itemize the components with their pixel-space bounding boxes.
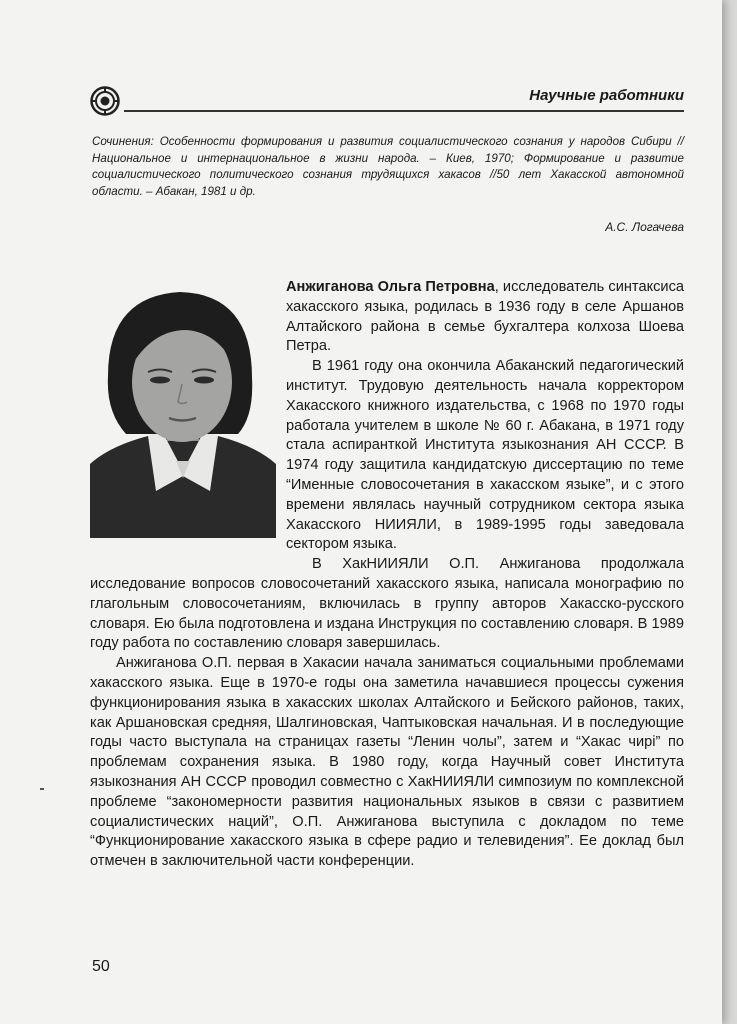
- photo-spacer: [90, 278, 286, 561]
- circular-emblem-icon: [90, 86, 120, 116]
- biography-paragraph-4: Анжиганова О.П. первая в Хакасии начала заниматься социальными проблемами хакасского языка. Еще в 1970-е годы она заметила начавшиеся процессы сужения функционирования языка в хакасских школах Алтайского и Бейского районов, таких, как Аршановская средняя, Шалгиновская, Чаптыковская начальная. И в последующие годы часто выступала на страницах газеты “Ленин чолы”, затем и “Хакас чирі” по проблемам сохранения языка. В 1980 году, когда Научный совет Института языкознания АН СССР проводил совместно с ХакНИИЯЛИ симпозиум по комплексной проблеме “закономерности развития национальных языков в связи с развитием социалистических наций”, О.П. Анжиганова выступила с докладом по теме “Функционирование хакасского языка в сфере радио и телевидения”. Ее доклад был отмечен в заключительной части конференции.: [90, 655, 684, 870]
- page-number: 50: [92, 958, 110, 975]
- margin-mark: [40, 788, 44, 790]
- works-list: Сочинения: Особенности формирования и развития социалистического сознания у народов Сибири // Национальное и интернациональное в жизни народа. – Киев, 1970; Формирование и развитие социалистического политического сознания трудящихся хакасов //50 лет Хакасской автономной области. – Абакан, 1981 и др.: [92, 135, 684, 198]
- biography-paragraph-3: В ХакНИИЯЛИ О.П. Анжиганова продолжала исследование вопросов словосочетаний хакасского языка, написала монографию по глагольным словосочетаниям, включилась в группу авторов Хакасско-русского словаря. Ею была подготовлена и издана Инструкция по составлению словаря. В 1989 году работа по составлению словаря завершилась.: [90, 556, 684, 652]
- author-signature: А.С. Логачева: [605, 220, 684, 234]
- biography-intro: , исследователь синтаксиса хакасского языка, родилась в 1936 году в селе Аршанов Алтайского района в семье бухгалтера колхоза Шоева Петра.: [286, 279, 684, 355]
- biography-text: [90, 278, 684, 872]
- header-rule: [124, 110, 684, 112]
- person-name: Анжиганова Ольга Петровна: [286, 279, 495, 295]
- biography-paragraph-2: В 1961 году она окончила Абаканский педагогический институт. Трудовую деятельность начала корректором Хакасского книжного издательства, с 1968 по 1970 годы работала учителем в школе № 60 г. Абакана, в 1971 году стала аспиранткой Института языкознания АН СССР. В 1974 году защитила кандидатскую диссертацию по теме “Именные словосочетания в хакасском языке”, и с этого времени являлась научный сотрудником сектора языка Хакасского НИИЯЛИ, в 1989-1995 годы заведовала сектором языка.: [286, 358, 684, 553]
- section-title: Научные работники: [529, 87, 684, 104]
